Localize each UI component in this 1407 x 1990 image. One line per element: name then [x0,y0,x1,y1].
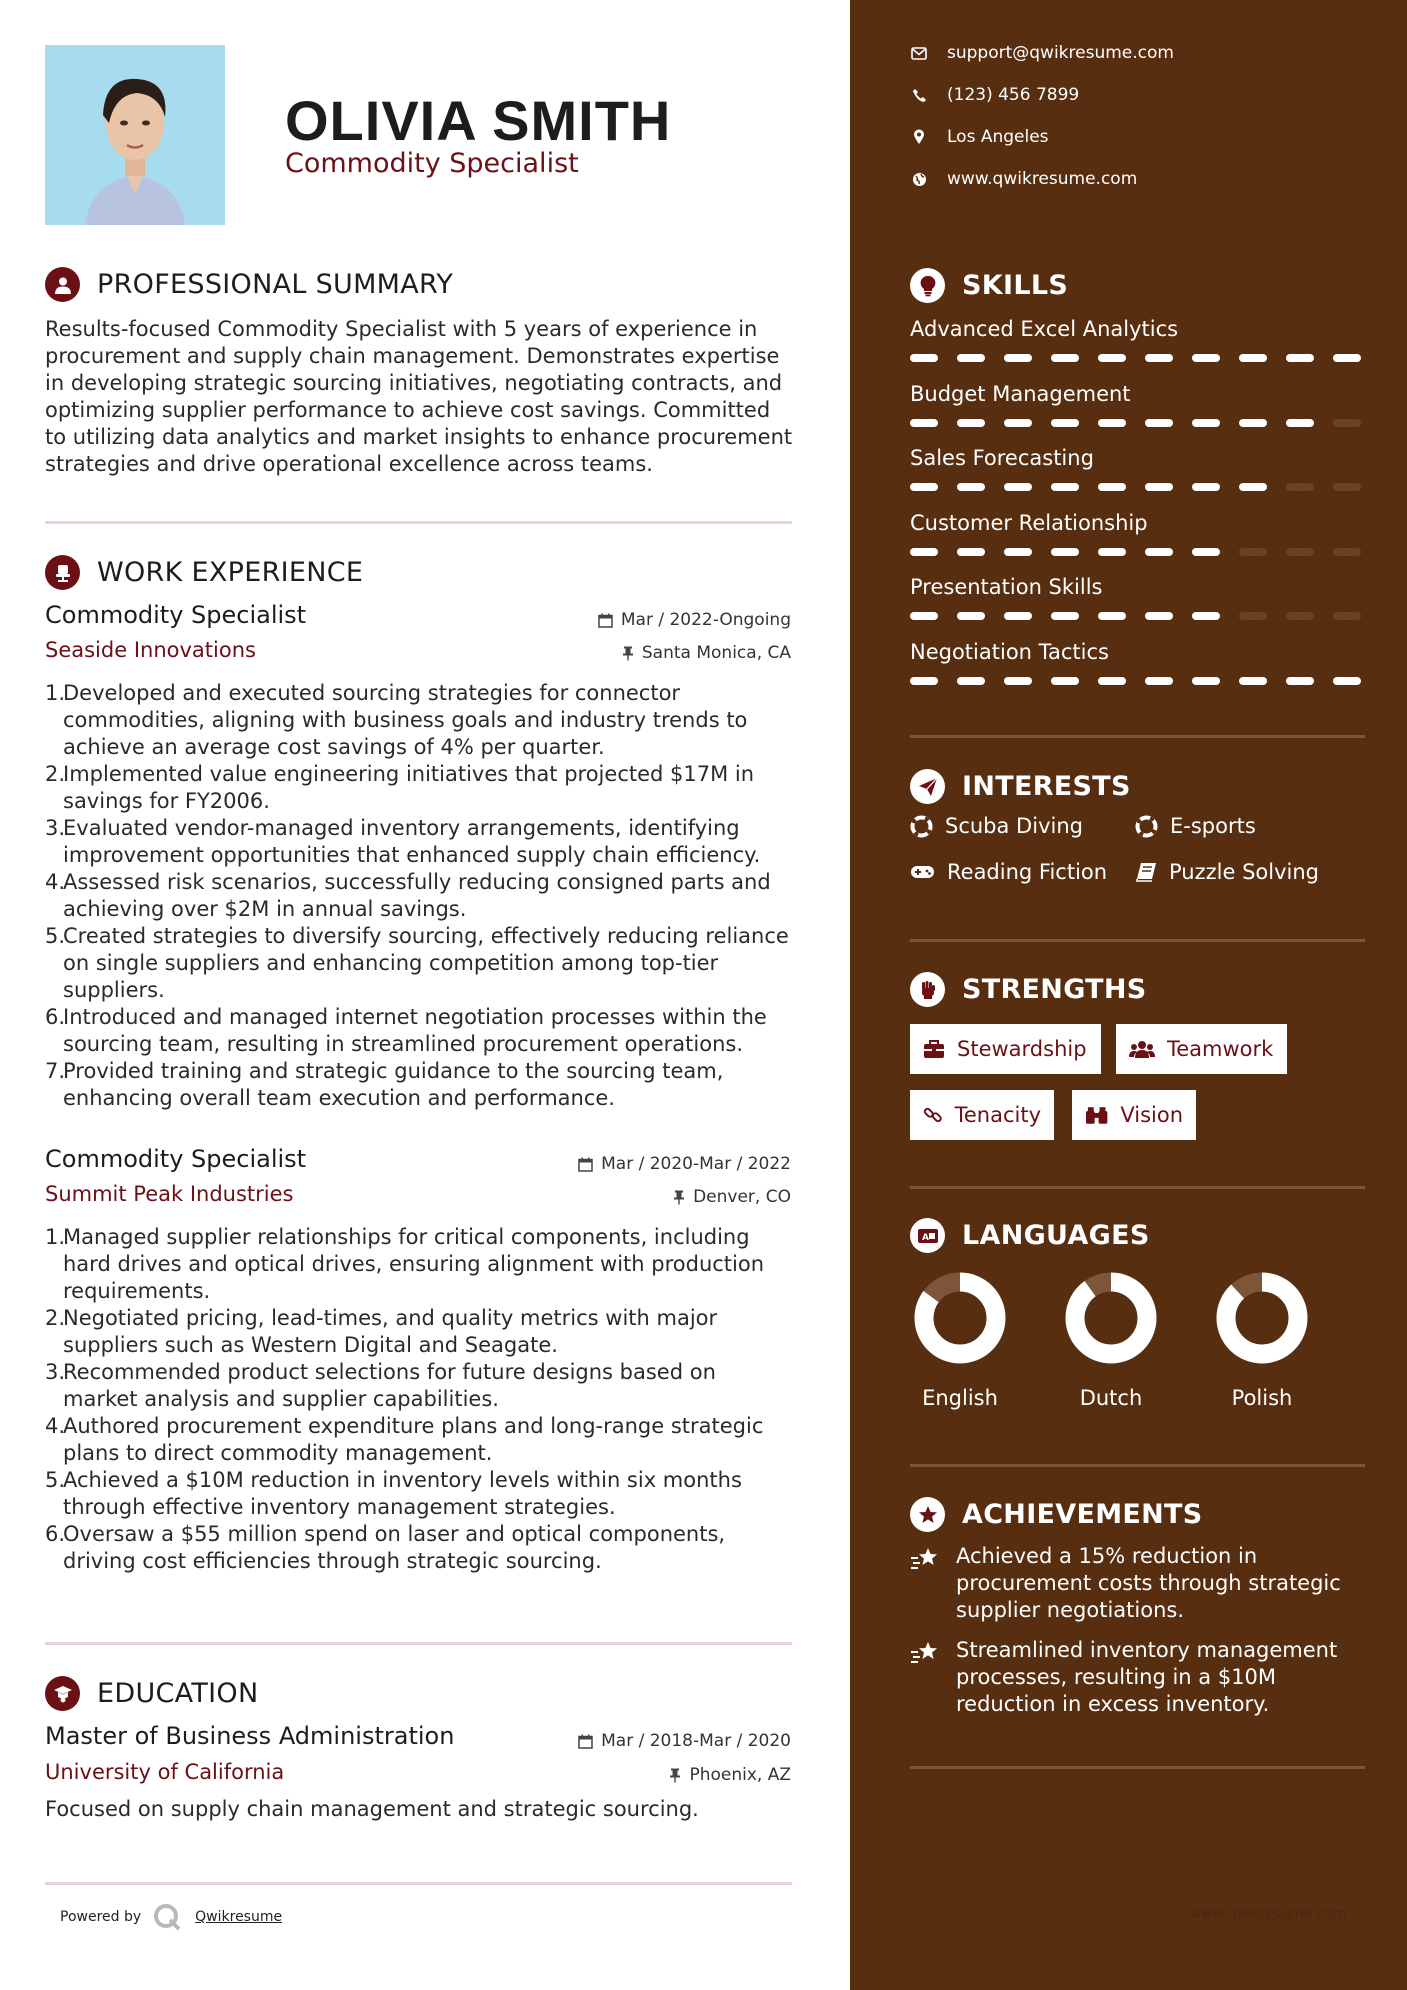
job-title: Commodity Specialist [45,1145,307,1173]
skill-level-segment [1051,677,1079,685]
calendar-icon [598,613,613,628]
skill-level-bar [910,612,1361,620]
svg-text:A: A [921,1232,929,1243]
interest-label: Puzzle Solving [1169,860,1319,884]
experience-title: WORK EXPERIENCE [97,557,364,588]
strength-badge [910,1024,1101,1074]
section-divider [45,1642,792,1645]
qwikresume-link[interactable]: Qwikresume [195,1909,283,1925]
degree-title: Master of Business Administration [45,1722,455,1750]
skill-level-segment [1051,354,1079,362]
skill-level-bar [910,354,1361,362]
skill-level-segment [1192,612,1220,620]
skill-name: Budget Management [910,381,1131,406]
skill-level-segment [1004,677,1032,685]
summary-heading [45,267,453,302]
list-item: Evaluated vendor-managed inventory arrangements, identifying improvement opportunities that enhanced supply chain efficiency. [63,816,761,867]
job-location-text: Santa Monica, CA [641,643,791,663]
pin-icon [669,1768,681,1783]
list-item: Introduced and managed internet negotiation processes within the sourcing team, resulting in streamlined procurement operations. [63,1005,767,1056]
summary-line: to utilizing data analytics and market insights to enhance procurement [45,425,793,449]
skill-level-segment [1098,677,1126,685]
school-name: University of California [45,1760,285,1784]
list-item: Implemented value engineering initiatives that projected $17M in savings for FY2006. [63,762,755,813]
list-item: Developed and executed sourcing strategies for connector commodities, aligning with business goals and industry trends to achieve an average cost savings of 4% per quarter. [63,681,748,759]
powered-by [60,1903,282,1931]
list-item: Assessed risk scenarios, successfully reducing consigned parts and achieving over $2M in annual savings. [63,870,771,921]
skill-level-segment [1145,354,1173,362]
job-dates-text: Mar / 2020-Mar / 2022 [601,1154,791,1174]
skill-level-segment [957,419,985,427]
skill-level-segment [1333,354,1361,362]
job-bullets [45,1224,805,1575]
list-item: Managed supplier relationships for critical components, including hard drives and optical drives, ensuring alignment with production requirements. [63,1225,765,1303]
contact-phone[interactable] [910,85,1079,105]
summary-text [45,316,795,478]
section-divider [910,735,1365,738]
strength-badge [910,1090,1054,1140]
section-divider [910,1464,1365,1467]
website-text: www.qwikresume.com [947,169,1138,189]
globe-icon [910,172,928,187]
book-icon [1135,862,1157,882]
education-description: Focused on supply chain management and strategic sourcing. [45,1797,699,1821]
skill-level-segment [1333,419,1361,427]
skill-level-segment [1004,483,1032,491]
job-dates [598,610,791,630]
skill-level-segment [1239,354,1267,362]
pin-icon [622,646,634,661]
section-divider [910,1186,1365,1189]
lifebuoy-icon [1135,815,1158,838]
phone-text: (123) 456 7899 [947,85,1080,105]
contact-website[interactable] [910,169,1137,189]
list-item: Oversaw a $55 million spend on laser and optical components, driving cost efficiencies through strategic sourcing. [63,1522,726,1573]
star-badge-icon [910,1497,945,1532]
skill-level-bar [910,483,1361,491]
job-location [622,643,791,663]
interest-label: Reading Fiction [947,860,1108,884]
contact-email[interactable] [910,43,1174,63]
skill-level-segment [957,483,985,491]
achievements-heading [910,1497,1203,1532]
envelope-icon [910,47,928,60]
job-title: Commodity Specialist [45,601,307,629]
skill-level-segment [1098,612,1126,620]
location-text: Los Angeles [947,127,1049,147]
achievement-item [910,1543,1370,1624]
contact-location [910,127,1049,147]
skill-level-segment [1286,419,1314,427]
skill-level-segment [1145,419,1173,427]
briefcase-icon [923,1040,945,1059]
skills-heading [910,268,1068,303]
skills-title: SKILLS [962,270,1069,301]
job-bullets [45,680,805,1112]
skill-level-segment [1145,548,1173,556]
skill-level-segment [1239,419,1267,427]
skill-level-segment [910,483,938,491]
strengths-title: STRENGTHS [962,974,1147,1005]
chair-icon [45,555,80,590]
strength-label: Tenacity [954,1103,1041,1127]
skill-level-segment [1145,612,1173,620]
skill-level-segment [1192,419,1220,427]
summary-title: PROFESSIONAL SUMMARY [97,269,454,300]
skill-level-segment [1239,548,1267,556]
skill-level-segment [910,548,938,556]
skill-level-bar [910,677,1361,685]
job-company: Summit Peak Industries [45,1182,294,1206]
map-marker-icon [910,129,928,145]
strength-label: Teamwork [1167,1037,1274,1061]
language-name: English [922,1386,998,1410]
shooting-star-icon [910,1543,942,1624]
users-icon [1129,1040,1155,1059]
achievement-item [910,1637,1370,1718]
candidate-name: OLIVIA SMITH [285,89,672,152]
shooting-star-icon [910,1637,942,1718]
summary-line: in developing strategic sourcing initiatives, negotiating contracts, and [45,371,783,395]
skill-level-segment [1239,677,1267,685]
skill-level-segment [1098,419,1126,427]
pin-icon [673,1190,685,1205]
skill-level-segment [1004,612,1032,620]
skill-level-segment [1192,354,1220,362]
skill-level-segment [1192,677,1220,685]
job-company: Seaside Innovations [45,638,256,662]
skill-level-segment [1239,483,1267,491]
skill-level-segment [957,612,985,620]
skill-level-segment [1239,612,1267,620]
fist-icon [910,972,945,1007]
language-name: Polish [1231,1386,1293,1410]
skill-level-segment [1192,483,1220,491]
phone-icon [910,88,928,103]
link-icon [923,1104,943,1126]
skill-name: Advanced Excel Analytics [910,317,1179,341]
language-ring-fill [1226,1282,1298,1354]
language-name: Dutch [1079,1386,1143,1410]
interests-heading [910,769,1131,804]
skill-level-segment [1192,548,1220,556]
experience-heading [45,555,363,590]
skill-level-segment [1333,483,1361,491]
language-ring-fill [1075,1282,1147,1354]
user-icon [45,267,80,302]
lightbulb-icon [910,268,945,303]
achievement-text: Streamlined inventory management processes, resulting in a $10M reduction in excess inventory. [956,1638,1338,1716]
skill-level-segment [1098,483,1126,491]
skill-name: Presentation Skills [910,575,1103,599]
sidebar [850,0,1407,1990]
job-dates-text: Mar / 2022-Ongoing [620,610,791,630]
skill-level-segment [1333,548,1361,556]
interest-label: Scuba Diving [945,814,1083,838]
language-ring [1202,1270,1322,1370]
skill-level-segment [957,548,985,556]
skill-level-segment [1333,612,1361,620]
education-dates-text: Mar / 2018-Mar / 2020 [601,1731,791,1751]
skill-level-segment [1004,548,1032,556]
summary-line: strategies and drive operational excellence across teams. [45,452,653,476]
list-item: Achieved a $10M reduction in inventory levels within six months through effective inventory management strategies. [63,1468,742,1519]
skill-level-segment [1098,354,1126,362]
skill-name: Customer Relationship [910,510,1148,535]
lifebuoy-icon [910,815,933,838]
qwikresume-logo-icon [153,1903,183,1931]
list-item: Authored procurement expenditure plans and long-range strategic plans to direct commodity management. [63,1414,764,1465]
skill-level-segment [1145,483,1173,491]
skill-level-segment [957,354,985,362]
graduate-icon [45,1676,80,1711]
skill-level-segment [1286,354,1314,362]
candidate-title: Commodity Specialist [285,148,579,179]
paper-plane-icon [910,769,945,804]
skill-level-segment [1051,548,1079,556]
summary-line: optimizing supplier performance to achieve cost savings. Committed [45,398,771,422]
education-location-text: Phoenix, AZ [689,1765,791,1785]
job-location [673,1187,791,1207]
calendar-icon [578,1157,593,1172]
skill-name: Negotiation Tactics [910,639,1109,664]
language-donut [1214,1270,1310,1366]
binoculars-icon [1085,1105,1108,1125]
skill-level-segment [1333,677,1361,685]
skill-level-segment [910,419,938,427]
section-divider [910,1766,1365,1769]
skill-level-segment [1286,677,1314,685]
section-divider [45,521,792,524]
skill-level-segment [1098,548,1126,556]
education-title: EDUCATION [97,1678,259,1709]
list-item: Provided training and strategic guidance to the sourcing team, enhancing overall team execution and performance. [63,1059,724,1110]
skill-level-segment [1286,548,1314,556]
profile-photo [45,45,225,225]
language-ring [1051,1270,1171,1370]
achievement-text: Achieved a 15% reduction in procurement costs through strategic supplier negotiations. [956,1544,1341,1622]
interests-title: INTERESTS [962,771,1131,802]
interest-item [1135,814,1256,838]
skill-level-segment [1051,419,1079,427]
language-donut [912,1270,1008,1366]
language-donut [1063,1270,1159,1366]
languages-heading [910,1218,1150,1253]
section-divider [910,939,1365,942]
language-icon [910,1218,945,1253]
skill-name: Sales Forecasting [910,446,1094,470]
calendar-icon [578,1734,593,1749]
email-text: support@qwikresume.com [947,43,1174,63]
skill-level-segment [1004,354,1032,362]
strength-badge [1116,1024,1287,1074]
skill-level-segment [910,677,938,685]
skill-level-segment [1145,677,1173,685]
skill-level-segment [1286,483,1314,491]
strength-badge [1072,1090,1196,1140]
section-divider [45,1882,792,1885]
interest-item [910,860,1107,884]
strength-label: Vision [1120,1103,1183,1127]
skill-level-bar [910,419,1361,427]
skill-level-segment [910,612,938,620]
powered-by-label: Powered by [60,1909,142,1925]
skill-level-segment [957,677,985,685]
education-dates [578,1731,791,1751]
skill-level-segment [1004,419,1032,427]
job-location-text: Denver, CO [693,1187,791,1207]
job-dates [578,1154,791,1174]
gamepad-icon [910,864,935,880]
education-heading [45,1676,258,1711]
skill-level-bar [910,548,1361,556]
summary-line: procurement and supply chain management. Demonstrates expertise [45,344,780,368]
interest-label: E-sports [1170,814,1256,838]
languages-title: LANGUAGES [962,1220,1150,1251]
interest-item [910,814,1083,838]
interest-item [1135,860,1319,884]
skill-level-segment [1051,483,1079,491]
strengths-heading [910,972,1147,1007]
skill-level-segment [910,354,938,362]
strength-label: Stewardship [957,1037,1087,1061]
skill-level-segment [1286,612,1314,620]
list-item: Recommended product selections for future designs based on market analysis and supplier capabilities. [63,1360,716,1411]
summary-line: Results-focused Commodity Specialist with 5 years of experience in [45,317,758,341]
list-item: Negotiated pricing, lead-times, and quality metrics with major suppliers such as Western Digital and Seagate. [63,1306,718,1357]
language-ring [900,1270,1020,1370]
achievements-title: ACHIEVEMENTS [962,1499,1203,1530]
footer-url[interactable]: www.qwikresume.com [1190,1906,1347,1922]
education-location [669,1765,791,1785]
list-item: Created strategies to diversify sourcing, effectively reducing reliance on single suppliers and enhancing competition among top-tier suppliers. [63,924,789,1002]
skill-level-segment [1051,612,1079,620]
